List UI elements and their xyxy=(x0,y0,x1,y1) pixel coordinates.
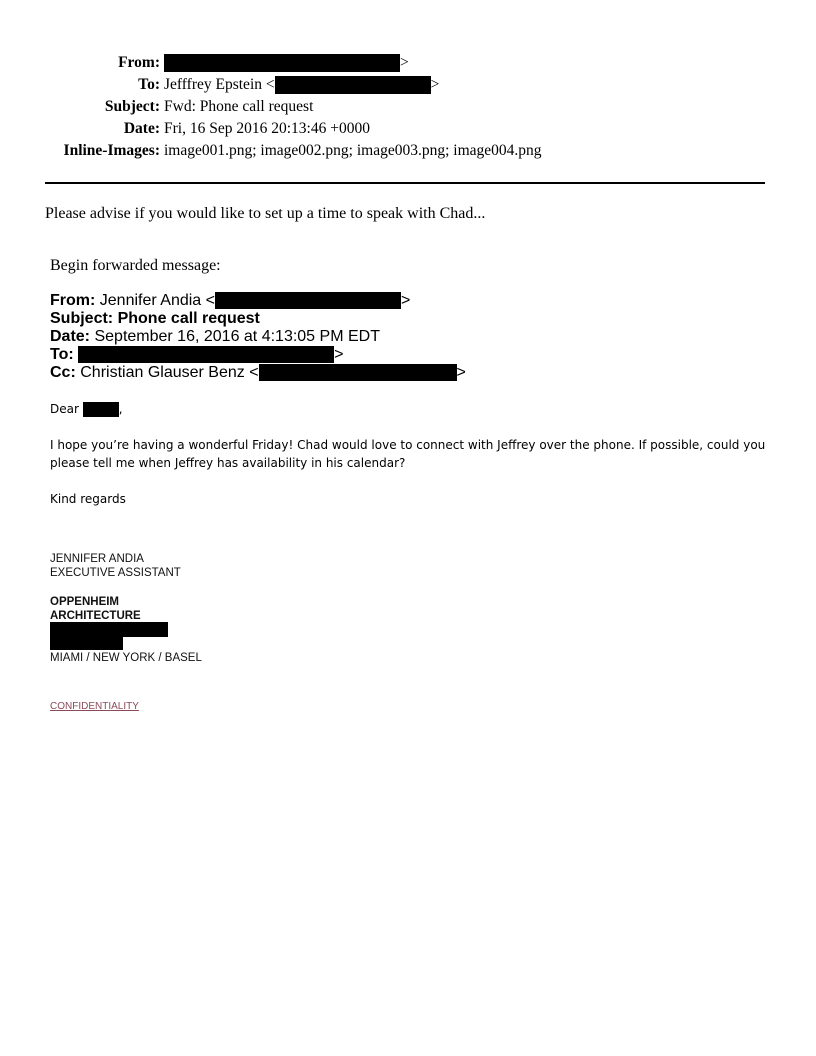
header-subject-value: Fwd: Phone call request xyxy=(164,98,314,115)
forwarded-date-label: Date: xyxy=(50,328,91,345)
header-to-label: To: xyxy=(138,76,160,93)
forwarded-subject-label: Subject: xyxy=(50,310,114,327)
signature-title: EXECUTIVE ASSISTANT xyxy=(50,567,181,579)
forwarded-subject-row xyxy=(50,310,260,328)
forwarded-to-suffix: > xyxy=(334,346,344,363)
forwarded-from-suffix: > xyxy=(400,292,411,309)
signature-name: JENNIFER ANDIA xyxy=(50,553,144,565)
header-from-suffix: > xyxy=(400,54,409,71)
header-divider xyxy=(45,182,765,184)
forwarded-cc-row xyxy=(50,364,466,382)
greeting-suffix: , xyxy=(118,402,123,416)
header-date-label: Date: xyxy=(123,120,160,137)
forwarded-begin: Begin forwarded message: xyxy=(50,257,221,274)
greeting-text: Dear xyxy=(50,402,83,416)
signature-company-line1: OPPENHEIM xyxy=(50,596,120,608)
forwarded-cc-label: Cc: xyxy=(50,364,76,381)
forwarded-to-row xyxy=(50,346,343,364)
header-date-row xyxy=(0,119,816,139)
header-to-suffix: > xyxy=(430,76,440,93)
forwarded-from-label: From: xyxy=(50,292,96,309)
forwarded-cc-value: Christian Glauser Benz < xyxy=(80,364,259,381)
header-inline-images-row xyxy=(0,141,816,161)
signature-company-line2: ARCHITECTURE xyxy=(50,610,141,622)
header-subject-row xyxy=(0,97,816,117)
forwarded-from-row xyxy=(50,292,410,310)
header-inline-images-value: image001.png; image002.png; image003.png; image004.png xyxy=(164,142,542,159)
forwarded-date-value: September 16, 2016 at 4:13:05 PM EDT xyxy=(94,328,380,345)
redaction-block xyxy=(50,622,168,637)
forwarded-to-label: To: xyxy=(50,346,74,363)
forwarded-subject-value: Phone call request xyxy=(117,310,260,327)
header-from-label: From: xyxy=(118,54,160,71)
signature-cities: MIAMI / NEW YORK / BASEL xyxy=(50,652,202,664)
header-to-value xyxy=(164,75,439,95)
header-inline-images-label: Inline-Images: xyxy=(63,142,160,159)
message-closing: Kind regards xyxy=(50,492,126,506)
redaction-block xyxy=(164,54,400,72)
header-to-row xyxy=(0,75,816,95)
forwarded-date-row xyxy=(50,328,380,346)
message-paragraph: I hope you’re having a wonderful Friday! Chad would love to connect with Jeffrey over the phone. If possible, could you please tell me when Jeffrey has availability in his calendar? xyxy=(50,438,766,470)
forwarded-from-value: Jennifer Andia < xyxy=(99,292,215,309)
forwarded-cc-suffix: > xyxy=(456,364,466,381)
redaction-block xyxy=(259,364,457,381)
confidentiality-link[interactable]: CONFIDENTIALITY xyxy=(50,701,139,712)
body-intro: Please advise if you would like to set up a time to speak with Chad... xyxy=(45,205,486,222)
header-from-row xyxy=(0,53,816,73)
redaction-block xyxy=(78,346,334,363)
header-date-value: Fri, 16 Sep 2016 20:13:46 +0000 xyxy=(164,120,370,137)
message-greeting xyxy=(50,400,772,418)
header-from-value xyxy=(164,53,409,73)
redaction-block xyxy=(275,76,431,94)
header-to-name: Jefffrey Epstein < xyxy=(164,76,275,93)
redaction-block xyxy=(83,402,119,417)
header-subject-label: Subject: xyxy=(104,98,160,115)
redaction-block xyxy=(215,292,401,309)
redaction-block xyxy=(50,637,123,650)
